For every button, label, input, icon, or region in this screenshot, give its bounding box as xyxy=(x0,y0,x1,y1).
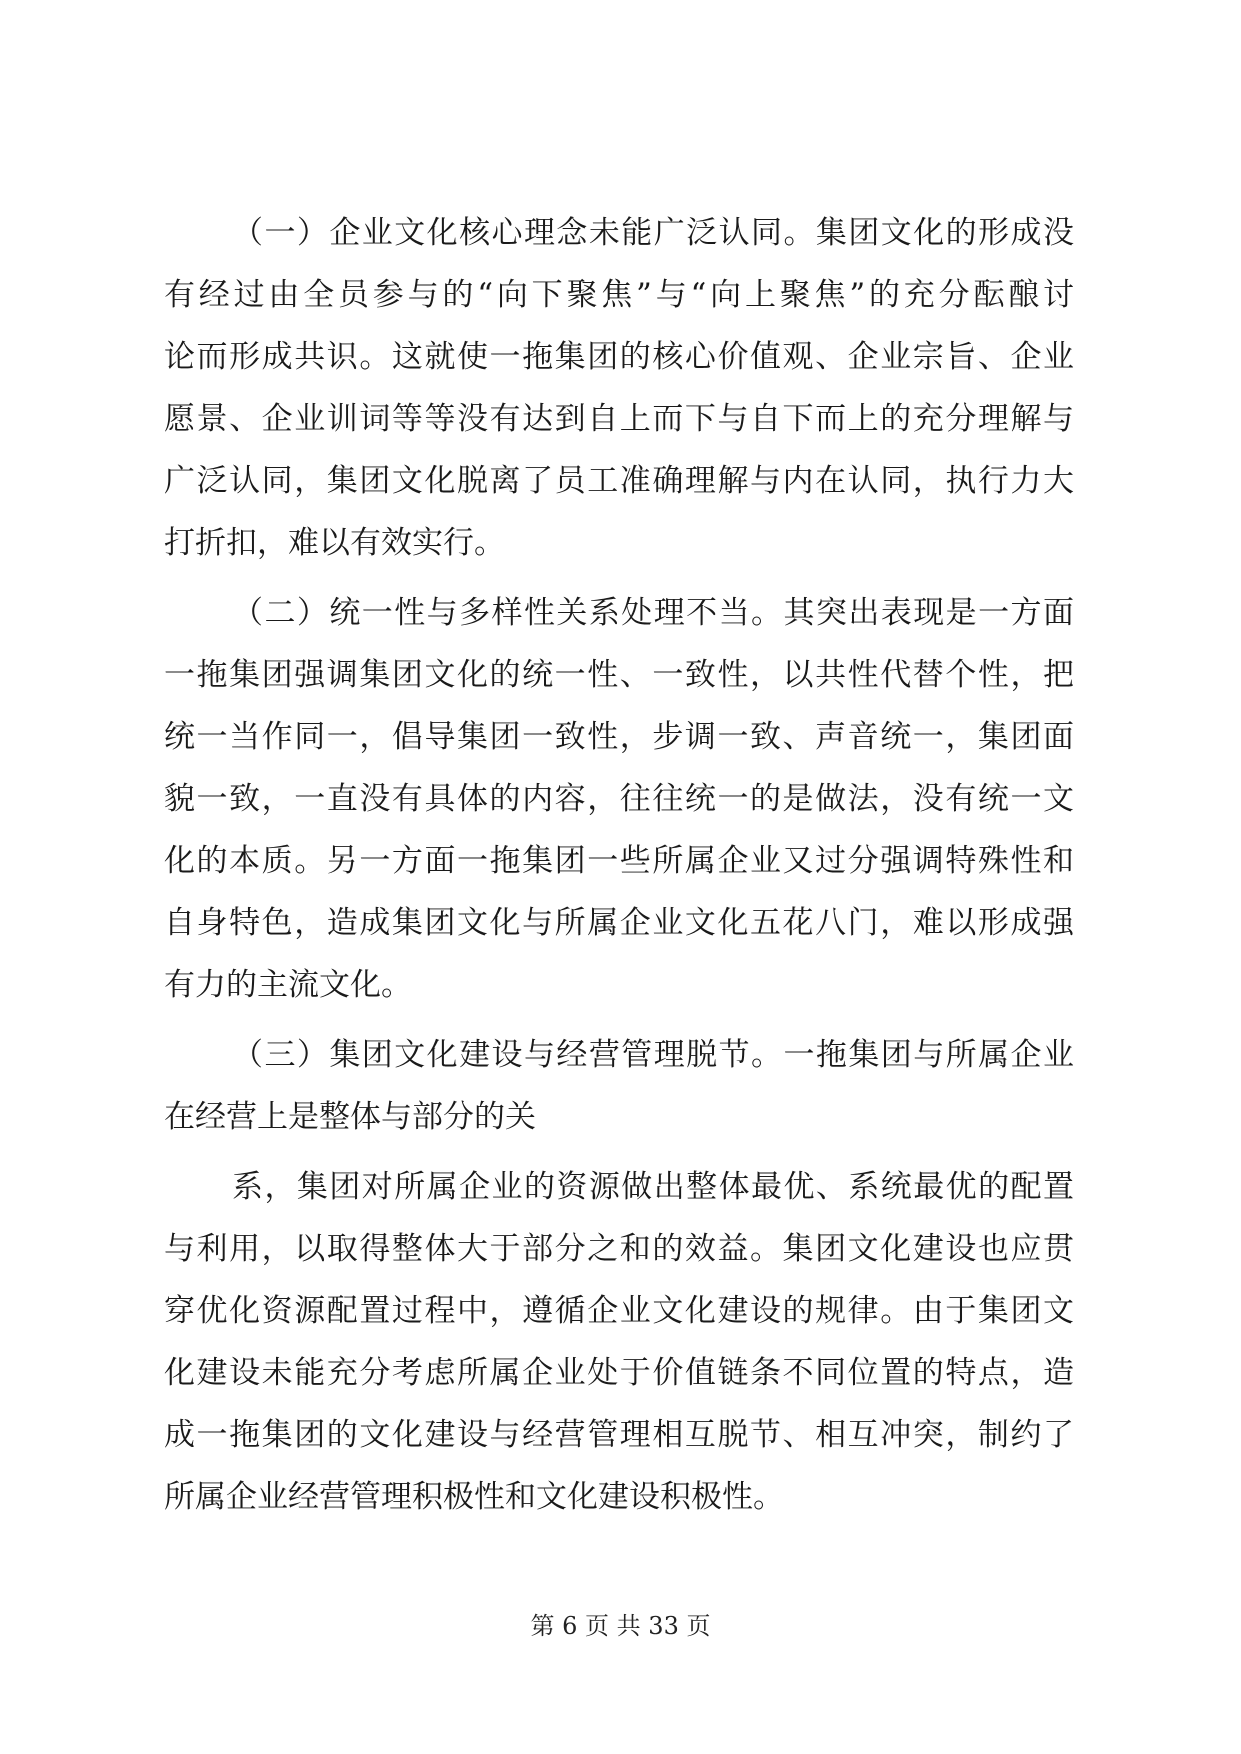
paragraph-line: 与利用，以取得整体大于部分之和的效益。集团文化建设也应贯 xyxy=(164,1231,1074,1267)
paragraph-line: 愿景、企业训词等等没有达到自上而下与自下而上的充分理解与 xyxy=(164,401,1074,437)
paragraph-line: 论而形成共识。这就使一拖集团的核心价值观、企业宗旨、企业 xyxy=(164,339,1074,375)
paragraph-line: 系，集团对所属企业的资源做出整体最优、系统最优的配置 xyxy=(232,1169,1074,1205)
paragraph-line: 有经过由全员参与的“向下聚焦”与“向上聚焦”的充分酝酿讨 xyxy=(164,277,1074,313)
paragraph-line: （三）集团文化建设与经营管理脱节。一拖集团与所属企业 xyxy=(232,1037,1074,1073)
page-number-footer: 第 6 页 共 33 页 xyxy=(530,1612,711,1640)
paragraph-line: （一）企业文化核心理念未能广泛认同。集团文化的形成没 xyxy=(232,215,1074,251)
paragraph-line: 广泛认同，集团文化脱离了员工准确理解与内在认同，执行力大 xyxy=(164,463,1074,499)
paragraph-line: 所属企业经营管理积极性和文化建设积极性。 xyxy=(164,1479,784,1515)
paragraph-line: 化的本质。另一方面一拖集团一些所属企业又过分强调特殊性和 xyxy=(164,843,1074,879)
paragraph-line: 打折扣，难以有效实行。 xyxy=(164,525,505,561)
paragraph-line: 化建设未能充分考虑所属企业处于价值链条不同位置的特点，造 xyxy=(164,1355,1074,1391)
paragraph-line: 成一拖集团的文化建设与经营管理相互脱节、相互冲突，制约了 xyxy=(164,1417,1074,1453)
paragraph-line: 貌一致，一直没有具体的内容，往往统一的是做法，没有统一文 xyxy=(164,781,1074,817)
paragraph-line: 一拖集团强调集团文化的统一性、一致性，以共性代替个性，把 xyxy=(164,657,1074,693)
paragraph-line: 有力的主流文化。 xyxy=(164,967,412,1003)
paragraph-line: 统一当作同一，倡导集团一致性，步调一致、声音统一，集团面 xyxy=(164,719,1074,755)
paragraph-line: 自身特色，造成集团文化与所属企业文化五花八门，难以形成强 xyxy=(164,905,1074,941)
paragraph-line: 在经营上是整体与部分的关 xyxy=(164,1099,536,1135)
paragraph-line: 穿优化资源配置过程中，遵循企业文化建设的规律。由于集团文 xyxy=(164,1293,1074,1329)
paragraph-line: （二）统一性与多样性关系处理不当。其突出表现是一方面 xyxy=(232,595,1074,631)
